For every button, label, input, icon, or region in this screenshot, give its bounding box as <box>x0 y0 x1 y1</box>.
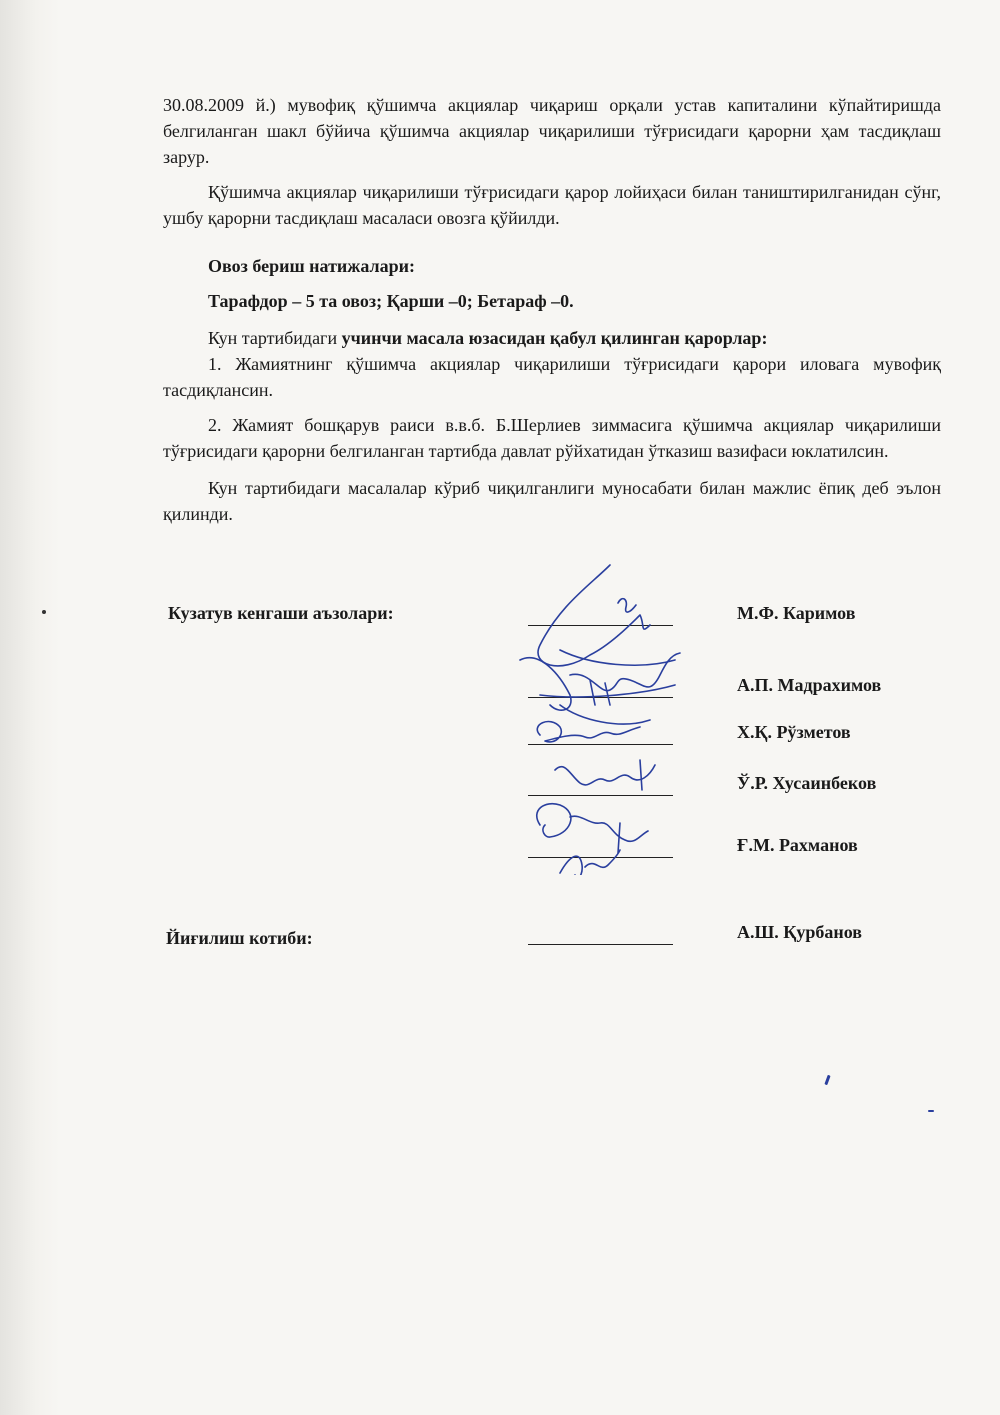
signature-stroke <box>555 760 655 790</box>
member-name: Ғ.М. Рахманов <box>737 835 858 855</box>
scan-speck <box>42 610 46 614</box>
vote-result: Тарафдор – 5 та овоз; Қарши –0; Бетараф –0. <box>208 291 574 311</box>
ink-mark <box>824 1075 830 1085</box>
paragraph-intro: 30.08.2009 й.) мувофиқ қўшимча акциялар чиқариш орқали устав капиталини кўпайтиришда белгиланган шакл бўйича қўшимча акциялар чиқарилиши тўғрисидаги қарорни ҳам тасдиқлаш зарур. <box>163 95 941 167</box>
document-body <box>163 92 941 527</box>
paragraph-vote-question: Қўшимча акциялар чиқарилиши тўғрисидаги қарор лойиҳаси билан таништирилганидан сўнг, ушбу қарорни тасдиқлаш масаласи овозга қўйилди. <box>163 182 941 228</box>
signature-stroke <box>560 850 620 875</box>
decision-2: 2. Жамият бошқарув раиси в.в.б. Б.Шерлиев зиммасига қўшимча акциялар чиқарилиши тўғрисидаги қарорни белгиланган тартибда давлат рўйхатидан ўтказиш вазифаси юклатилсин. <box>163 415 941 461</box>
vote-heading: Овоз бериш натижалари: <box>208 256 415 276</box>
page-fold-shadow <box>0 0 60 1415</box>
handwritten-signatures <box>500 555 720 875</box>
agenda-decisions-heading <box>163 325 941 351</box>
signature-stroke <box>537 705 650 742</box>
member-name: Ў.Р. Хусаинбеков <box>737 773 877 793</box>
member-name: Х.Қ. Рўзметов <box>737 722 851 742</box>
closing-statement: Кун тартибидаги масалалар кўриб чиқилганлиги муносабати билан мажлис ёпиқ деб эълон қилинди. <box>163 478 941 524</box>
ink-mark <box>928 1110 934 1112</box>
decision-1: 1. Жамиятнинг қўшимча акциялар чиқарилиши тўғрисидаги қарори иловага мувофиқ тасдиқлансин. <box>163 354 941 400</box>
signature-line <box>528 944 673 945</box>
member-name: А.П. Мадрахимов <box>737 675 882 695</box>
signature-stroke <box>538 565 675 666</box>
signature-stroke <box>537 804 648 853</box>
board-members-label: Кузатув кенгаши аъзолари: <box>168 603 394 623</box>
secretary-name: А.Ш. Қурбанов <box>737 922 862 942</box>
agenda-intro-text: Кун тартибидаги <box>208 328 342 348</box>
agenda-bold-text: учинчи масала юзасидан қабул қилинган қарорлар: <box>341 328 768 348</box>
member-name: М.Ф. Каримов <box>737 603 856 623</box>
secretary-label: Йиғилиш котиби: <box>166 928 313 948</box>
